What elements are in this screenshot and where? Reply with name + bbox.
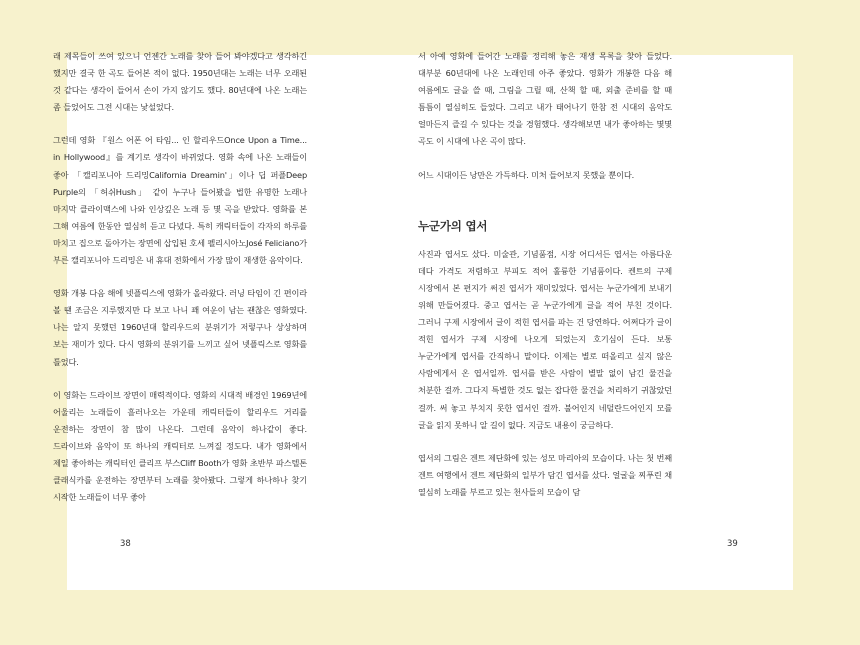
- section-heading: 누군가의 엽서: [418, 218, 488, 233]
- body-paragraph: 이 영화는 드라이브 장면이 매력적이다. 영화의 시대적 배경인 1969년에 어울리는 노래들이 흘러나오는 가운데 캐릭터들이 할리우드 거리를 운전하는 장면이 참 많이 나온다. 그런데 음악이 하나같이 좋다. 드라이브와 음악이 또 하나의 캐릭터로 느껴질 정도다. 내가 영화에서 제일 좋아하는 캐릭터인 클리프 부스Cliff Booth가 영화 초반부 파스텔톤 클래식카를 운전하는 장면부터 노래를 찾아봤다. 그렇게 하나하나 찾기 시작한 노래들이 너무 좋아: [53, 389, 307, 503]
- body-paragraph: 어느 시대이든 낭만은 가득하다. 미처 들어보지 못했을 뿐이다.: [418, 169, 635, 180]
- body-paragraph: 래 제목들이 쓰여 있으니 언젠간 노래를 찾아 들어 봐야겠다고 생각하긴 했지만 결국 한 곡도 들어본 적이 없다. 1950년대는 노래는 너무 오래된 것 같다는 생각이 들어서 손이 가지 않기도 했다. 80년대에 나온 노래는 좀 들었어도 그전 시대는 낯설었다.: [53, 51, 307, 113]
- body-paragraph: 그런데 영화 『원스 어폰 어 타임... 인 할리우드Once Upon a Time... in Hollywood』를 계기로 생각이 바뀌었다. 영화 속에 나온 노래들이 좋아 「캘리포니아 드리밍California Dreamin'」이나 딥 퍼플Deep Purple의 「허쉬Hush」 같이 누구나 들어봤을 법한 유명한 노래나 마지막 클라이맥스에 나와 인상깊은 노래 등 몇 곡을 받았다. 영화를 본 그해 여름에 한동안 열심히 듣고 다녔다. 특히 캐릭터들이 각자의 하루를 마치고 집으로 돌아가는 장면에 삽입된 호세 펠리시아노José Feliciano가 부른 캘리포니아 드리밍은 내 휴대 전화에서 가장 많이 재생한 음악이다.: [53, 135, 308, 266]
- page-number: 39: [727, 539, 738, 549]
- body-paragraph: 엽서의 그림은 겐트 제단화에 있는 성모 마리아의 모습이다. 나는 첫 번째 겐트 여행에서 겐트 제단화의 일부가 담긴 엽서를 샀다. 얼굴을 찌푸린 채 열심히 노래를 부르고 있는 천사들의 모습이 담: [418, 452, 672, 497]
- body-paragraph: 서 아예 영화에 들어간 노래를 정리해 놓은 재생 목록을 찾아 들었다. 대부분 60년대에 나온 노래인데 아주 좋았다. 영화가 개봉한 다음 해 여름에도 글을 쓸 때, 그림을 그릴 때, 산책 할 때, 외출 준비를 할 때 틈틈이 열심히도 들었다. 그리고 내가 태어나기 한참 전 시대의 음악도 얼마든지 즐길 수 있다는 것을 경험했다. 생각해보면 내가 좋아하는 몇몇 곡도 이 시대에 나온 곡이 많다.: [418, 51, 672, 147]
- body-paragraph: 사진과 엽서도 샀다. 미술관, 기념품점, 시장 어디서든 엽서는 아름다운 데다 가격도 저렴하고 부피도 적어 훌륭한 기념품이다. 켄트의 구제 시장에서 본 편지가 써진 엽서가 재미있었다. 엽서는 누군가에게 보내기 위해 만들어졌다. 중고 엽서는 곧 누군가에게 글을 적어 부친 것이다. 그러니 구제 시장에서 글이 적힌 엽서를 파는 건 당연하다. 어쩌다가 글이 적힌 엽서가 구제 시장에 나오게 되었는지 호기심이 든다. 보통 누군가에게 엽서를 간직하니 말이다. 이제는 별로 떠올리고 싶지 않은 사람에게서 온 엽서일까. 엽서를 받은 사람이 별말 없이 남긴 물건을 처분한 걸까. 그다지 특별한 것도 없는 잡다한 물건을 처리하기 귀찮았던 걸까. 써 놓고 부치지 못한 엽서인 걸까. 불어인지 네덜란드어인지 모를 글을 읽지 못하니 알 길이 없다. 지금도 내용이 궁금하다.: [418, 248, 672, 430]
- page-number: 38: [120, 539, 131, 549]
- left-page: [53, 48, 307, 522]
- right-page: [418, 48, 672, 517]
- body-paragraph: 영화 개봉 다음 해에 넷플릭스에 영화가 올라왔다. 러닝 타임이 긴 편이라 볼 땐 조금은 지루했지만 다 보고 나니 꽤 여운이 남는 괜찮은 영화였다. 나는 알지 못했던 1960년대 할리우드의 분위기가 저렇구나 상상하며 보는 재미가 있다. 다시 영화의 분위기를 느끼고 싶어 넷플릭스로 영화를 틀었다.: [53, 288, 307, 367]
